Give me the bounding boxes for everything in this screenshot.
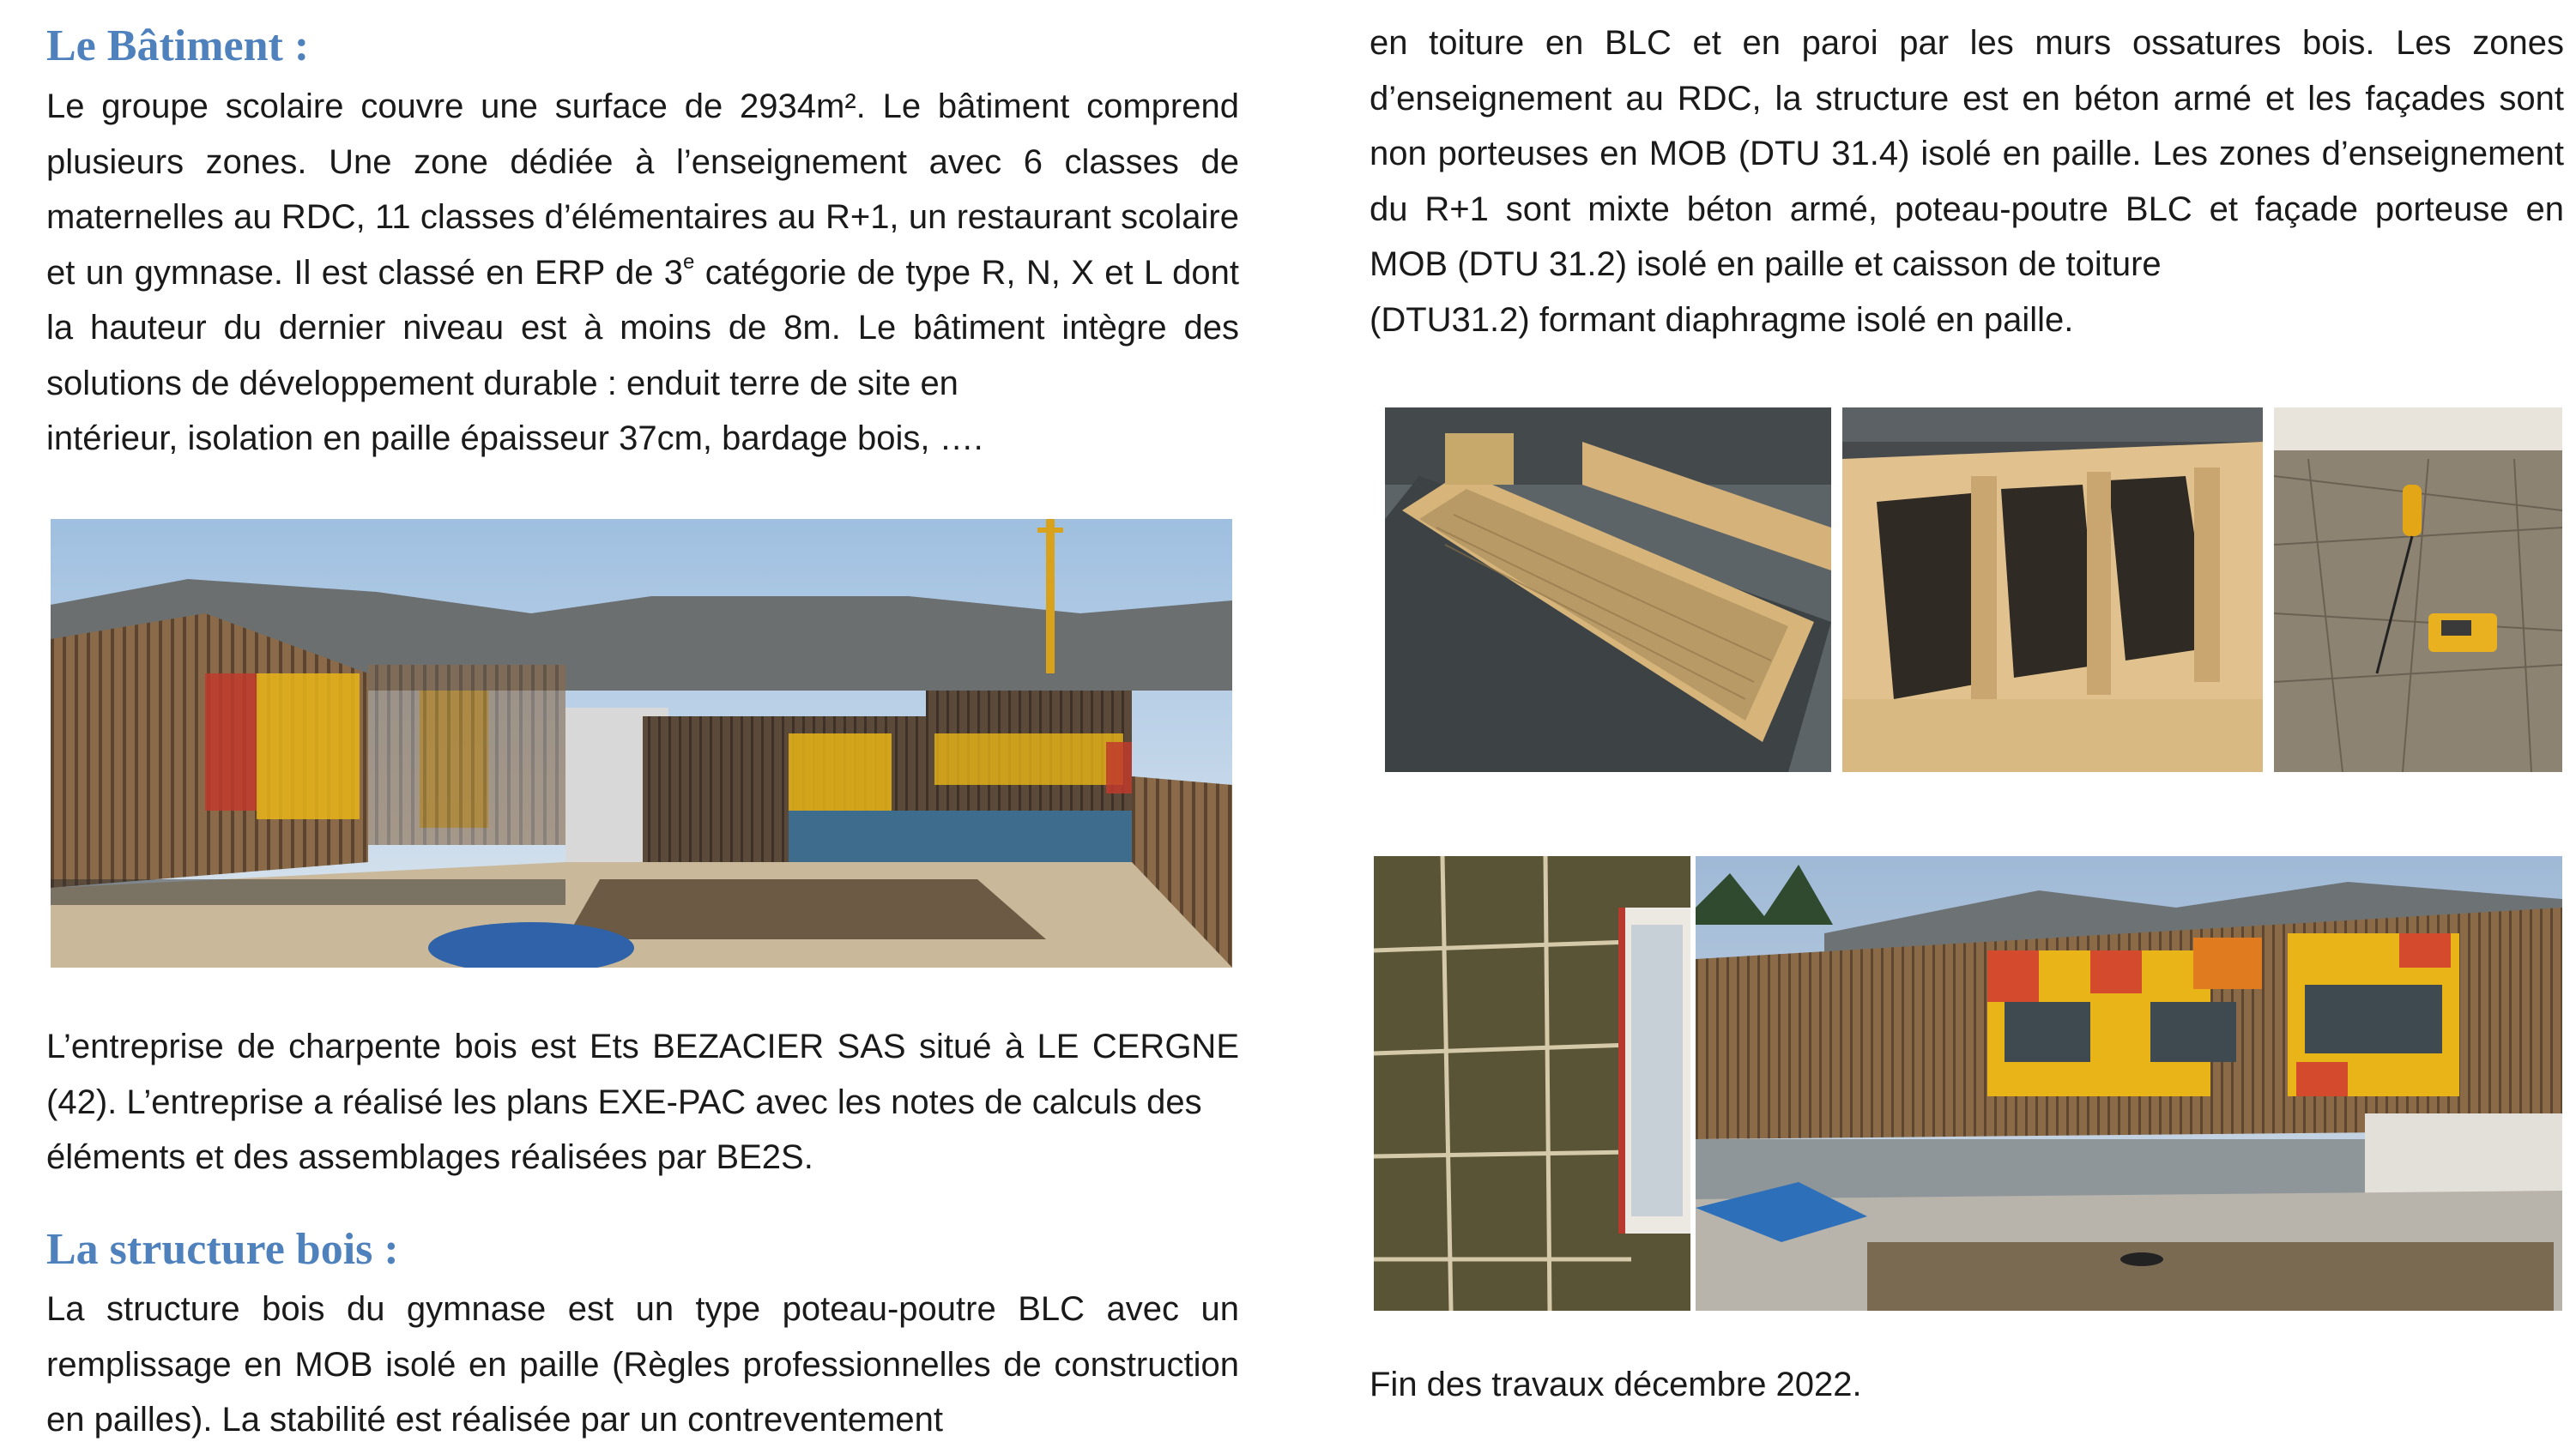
entreprise-text-last: éléments et des assemblages réalisées par BE2S.: [46, 1138, 813, 1176]
continuation-text: en toiture en BLC et en paroi par les murs ossatures bois. Les zones d’enseignement au RDC, la structure est en béton armé et les façades sont non porteuses en MOB (DTU 31.4) isolé en paille. Les zones d’enseignement du R+1 sont mixte béton armé, poteau-poutre BLC et façade porteuse en MOB (DTU 31.2) isolé en paille et caisson de toiture: [1370, 24, 2564, 283]
completion-caption: Fin des travaux décembre 2022.: [1370, 1366, 1862, 1403]
straw-panel-photo: [1385, 407, 1831, 772]
entreprise-paragraph: [46, 1019, 1239, 1186]
straw-wall-photo: [1374, 856, 1690, 1311]
structure-text: La structure bois du gymnase est un type poteau-poutre BLC avec un remplissage en MOB isolé en paille (Règles professionnelles de construction en pailles). La stabilité est réalisée par un contreventement: [46, 1290, 1239, 1439]
entreprise-text: L’entreprise de charpente bois est Ets BEZACIER SAS situé à LE CERGNE (42). L’entreprise a réalisé les plans EXE-PAC avec les notes de calculs des: [46, 1028, 1239, 1121]
finished-facade-photo: [1696, 856, 2562, 1311]
wood-box-frame-photo: [1842, 407, 2263, 772]
school-building-photo: [51, 519, 1232, 968]
continuation-text-last: (DTU31.2) formant diaphragme isolé en paille.: [1370, 300, 2074, 339]
moisture-meter-photo: [2274, 407, 2562, 772]
batiment-text-2: catégorie de type R, N, X et L dont la hauteur du dernier niveau est à moins de 8m. Le bâtiment intègre des solutions de développement durable : enduit terre de site en: [46, 253, 1239, 402]
heading-le-batiment: Le Bâtiment :: [46, 21, 310, 70]
batiment-text-last: intérieur, isolation en paille épaisseur 37cm, bardage bois, ….: [46, 419, 983, 457]
structure-paragraph: [46, 1282, 1239, 1448]
superscript-e: e: [683, 250, 695, 274]
heading-la-structure-bois: La structure bois :: [46, 1225, 399, 1274]
continuation-paragraph: [1370, 15, 2564, 347]
batiment-paragraph: [46, 79, 1239, 467]
batiment-text-1: Le groupe scolaire couvre une surface de 2934m². Le bâtiment comprend plusieurs zones. Une zone dédiée à l’enseignement avec 6 classes de maternelles au RDC, 11 classes d’élémentaires au R+1, un restaurant scolaire et un gymnase. Il est classé en ERP de 3: [46, 87, 1239, 292]
